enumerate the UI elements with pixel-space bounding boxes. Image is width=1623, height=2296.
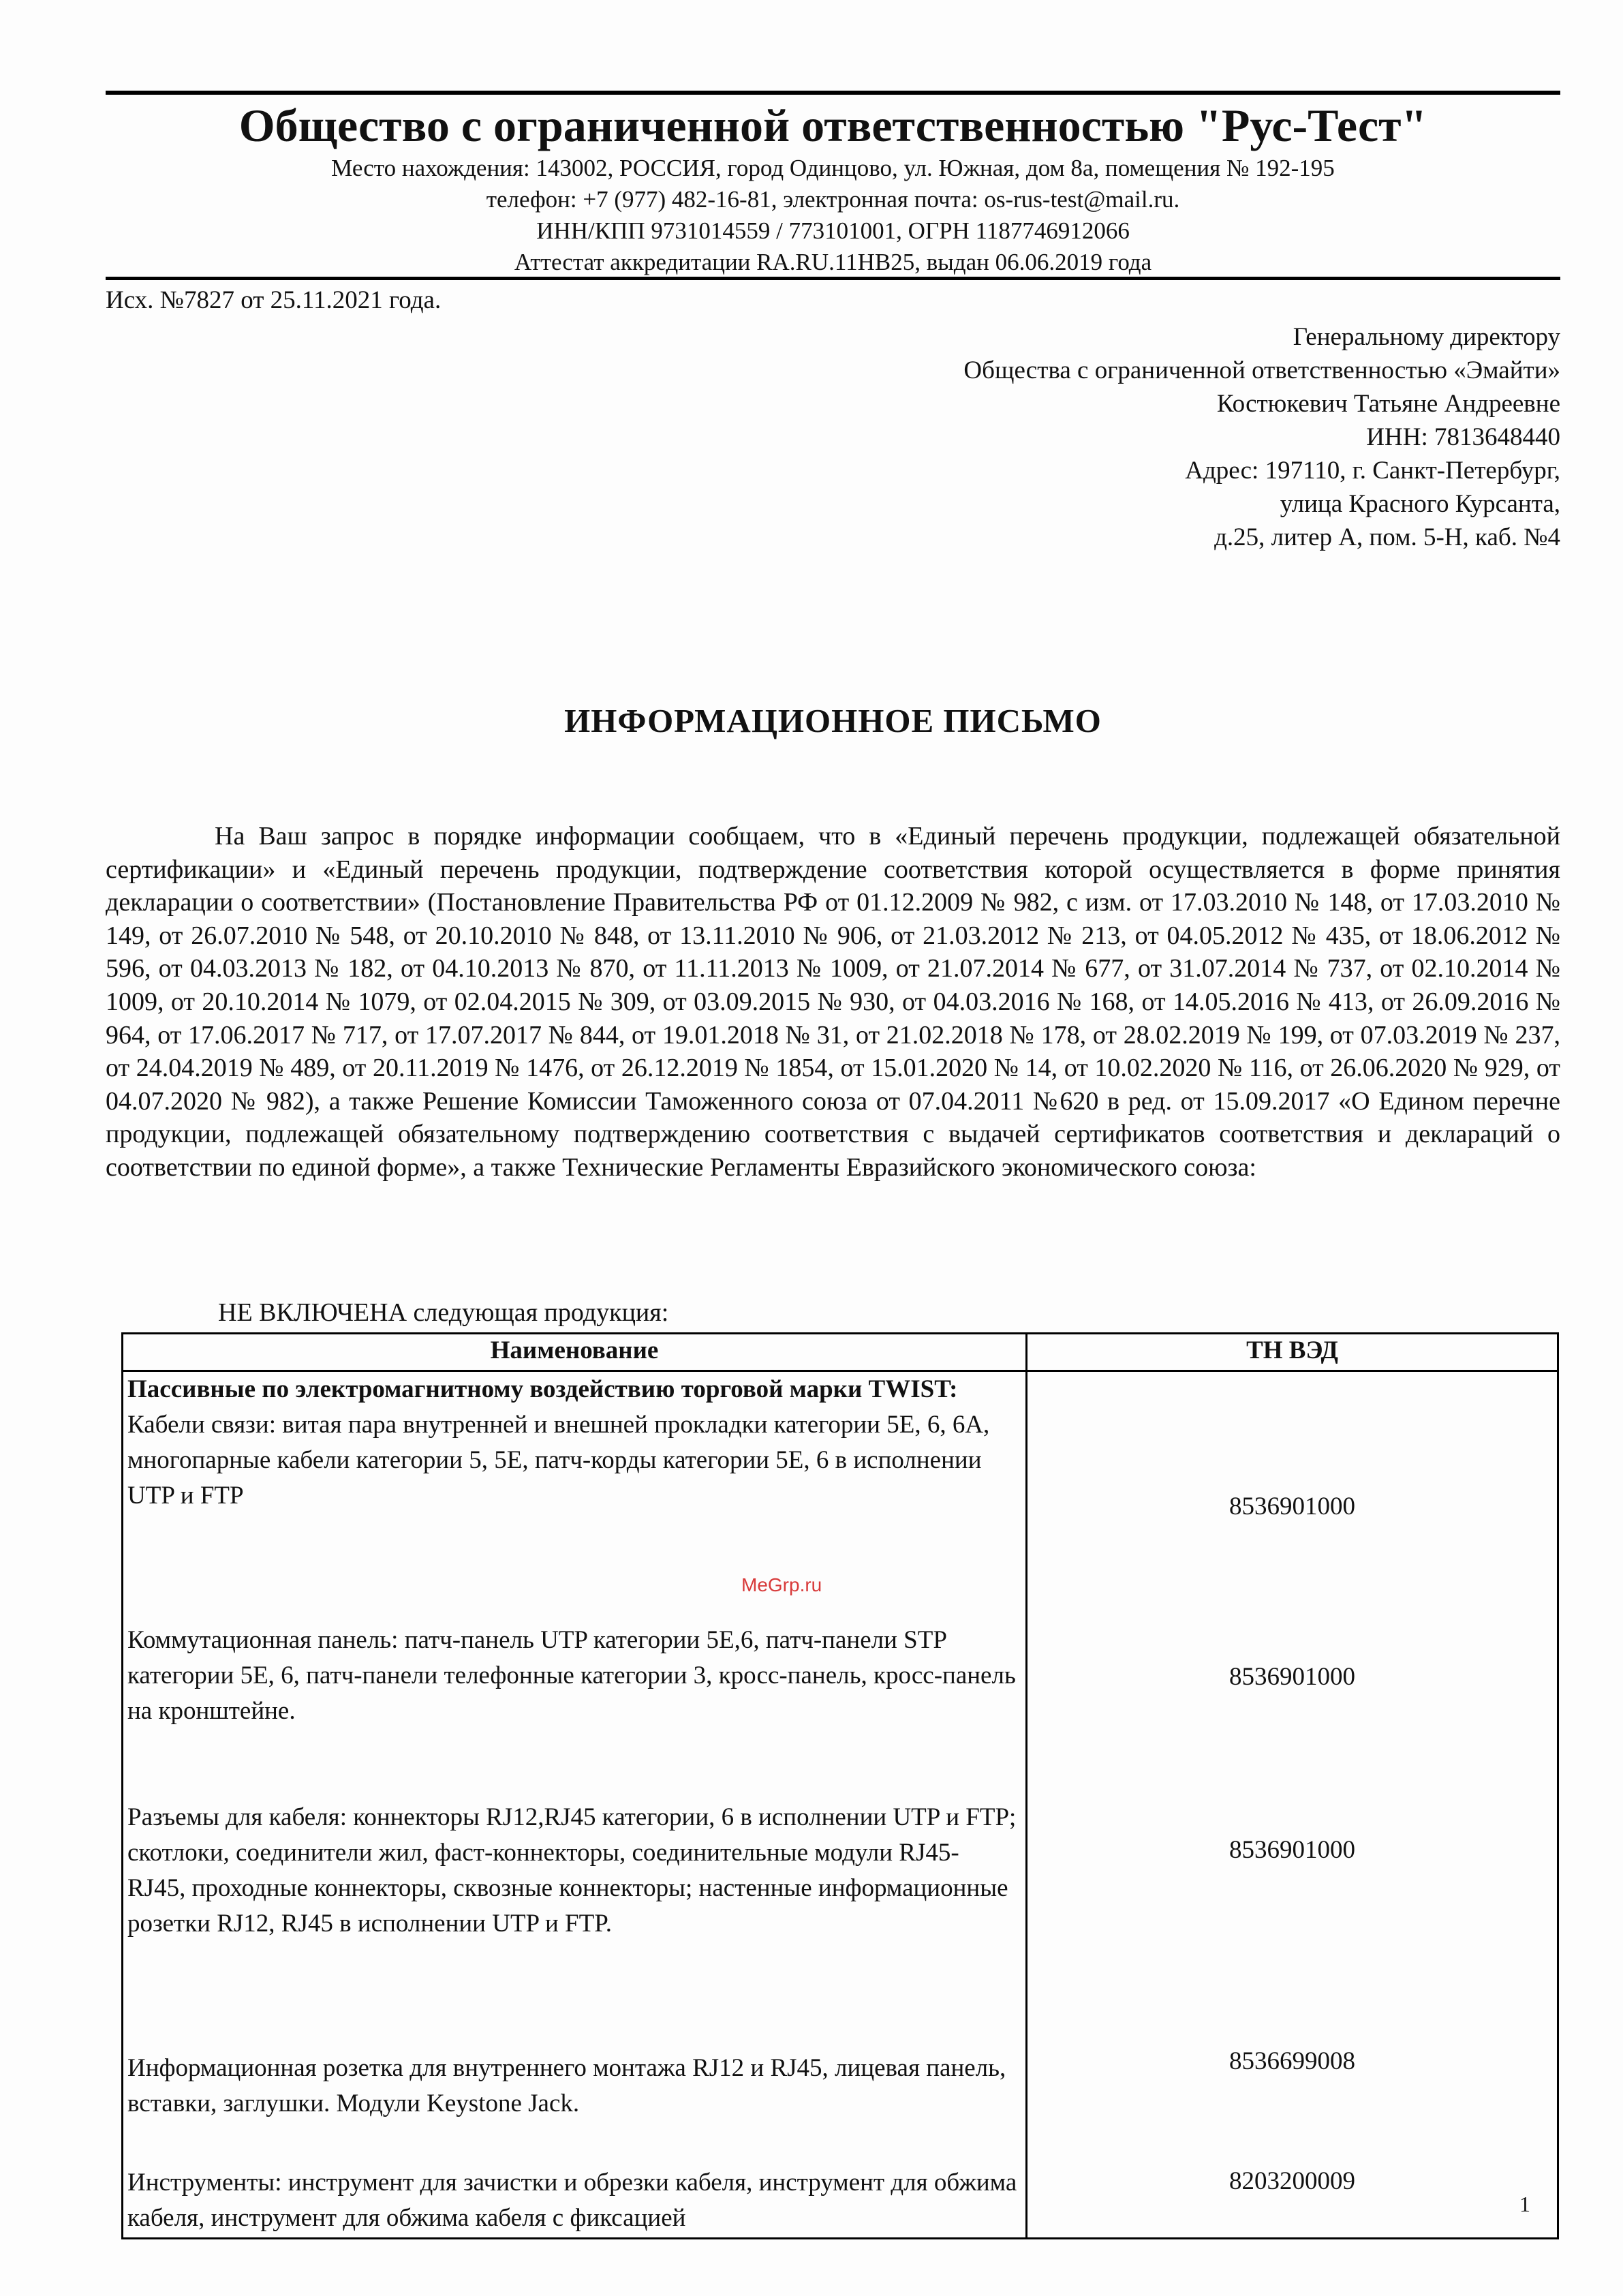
letter-title: ИНФОРМАЦИОННОЕ ПИСЬМО bbox=[564, 702, 1102, 739]
organization-registration: ИНН/КПП 9731014559 / 773101001, ОГРН 1187746912066 bbox=[536, 217, 1130, 244]
list-item bbox=[127, 2051, 1021, 2165]
list-item bbox=[127, 1623, 1021, 1800]
header-top-rule bbox=[106, 91, 1560, 95]
list-item bbox=[127, 1407, 1021, 1623]
list-item bbox=[127, 1800, 1021, 2051]
recipient-address-line-2: улица Красного Курсанта, bbox=[1280, 490, 1560, 518]
page-number: 1 bbox=[1519, 2192, 1530, 2216]
table-row bbox=[123, 1371, 1558, 2239]
watermark-text: MeGrp.ru bbox=[741, 1574, 822, 1595]
recipient-organization: Общества с ограниченной ответственностью «Эмайти» bbox=[963, 356, 1560, 384]
tnved-code: 8536901000 bbox=[1229, 1493, 1355, 1520]
product-codes-cell bbox=[1027, 1371, 1558, 2239]
product-description: Информационная розетка для внутреннего монтажа RJ12 и RJ45, лицевая панель, вставки, заглушки. Модули Keystone Jack. bbox=[127, 2054, 1006, 2117]
organization-contacts: телефон: +7 (977) 482-16-81, электронная почта: os-rus-test@mail.ru. bbox=[486, 186, 1180, 213]
organization-accreditation: Аттестат аккредитации RA.RU.11HB25, выдан 06.06.2019 года bbox=[514, 249, 1152, 275]
tnved-code: 8536699008 bbox=[1229, 2047, 1355, 2075]
product-description: Разъемы для кабеля: коннекторы RJ12,RJ45 категории, 6 в исполнении UTP и FTP; скотлоки, соединители жил, фаст-коннекторы, соединительные модули RJ45- RJ45, проходные коннекторы, сквозные коннекторы; настенные информационные розетки RJ12, RJ45 в исполнении UTP и FTP. bbox=[127, 1803, 1017, 1938]
organization-name: Общество с ограниченной ответственностью "Рус-Тест" bbox=[238, 100, 1427, 151]
product-description: Инструменты: инструмент для зачистки и обрезки кабеля, инструмент для обжима кабеля, инструмент для обжима кабеля с фиксацией bbox=[127, 2169, 1017, 2232]
products-table bbox=[121, 1332, 1559, 2239]
recipient-address-line-1: Адрес: 197110, г. Санкт-Петербург, bbox=[1185, 457, 1560, 485]
recipient-person: Костюкевич Татьяне Андреевне bbox=[1216, 390, 1560, 418]
tnved-code: 8203200009 bbox=[1229, 2167, 1355, 2195]
tnved-code: 8536901000 bbox=[1229, 1836, 1355, 1864]
recipient-inn: ИНН: 7813648440 bbox=[1366, 423, 1560, 451]
recipient-position: Генеральному директору bbox=[1293, 323, 1560, 351]
table-header-row bbox=[123, 1334, 1558, 1371]
column-header-name: Наименование bbox=[123, 1334, 1027, 1371]
organization-address: Место нахождения: 143002, РОССИЯ, город Одинцово, ул. Южная, дом 8а, помещения № 192-195 bbox=[331, 155, 1335, 181]
tnved-code: 8536901000 bbox=[1229, 1663, 1355, 1691]
recipient-address-line-3: д.25, литер А, пом. 5-Н, каб. №4 bbox=[1214, 523, 1560, 551]
not-included-label: НЕ ВКЛЮЧЕНА следующая продукция: bbox=[218, 1298, 669, 1327]
outgoing-reference: Исх. №7827 от 25.11.2021 года. bbox=[106, 286, 442, 314]
product-description: Коммутационная панель: патч-панель UTP категории 5Е,6, патч-панели STP категории 5Е, 6, патч-панели телефонные категории 3, кросс-панель, кросс-панель на кронштейне. bbox=[127, 1626, 1016, 1725]
recipient-block bbox=[963, 320, 1560, 554]
letter-body-paragraph: На Ваш запрос в порядке информации сообщаем, что в «Единый перечень продукции, подлежащей обязательной сертификации» и «Единый перечень продукции, подтверждение соответствия которой осуществляется в форме принятия декларации о соответствии» (Постановление Правительства РФ от 01.12.2009 № 982, с изм. от 17.03.2010 № 148, от 17.03.2010 № 149, от 26.07.2010 № 548, от 20.10.2010 № 848, от 13.11.2010 № 906, от 21.03.2012 № 213, от 04.05.2012 № 435, от 18.06.2012 № 596, от 04.03.2013 № 182, от 04.10.2013 № 870, от 11.11.2013 № 1009, от 21.07.2014 № 677, от 31.07.2014 № 737, от 02.10.2014 № 1009, от 20.10.2014 № 1079, от 02.04.2015 № 309, от 03.09.2015 № 930, от 04.03.2016 № 168, от 14.05.2016 № 413, от 26.09.2016 № 964, от 17.06.2017 № 717, от 17.07.2017 № 844, от 19.01.2018 № 31, от 21.02.2018 № 178, от 28.02.2019 № 199, от 07.03.2019 № 237, от 24.04.2019 № 489, от 20.11.2019 № 1476, от 26.12.2019 № 1854, от 15.01.2020 № 14, от 10.02.2020 № 116, от 26.06.2020 № 929, от 04.07.2020 № 982), а также Решение Комиссии Таможенного союза от 07.04.2011 №620 в ред. от 15.09.2017 «О Едином перечне продукции, подлежащей обязательному подтверждению соответствия с выдачей сертификатов соответствия и деклараций о соответствии по единой форме», а также Технические Регламенты Евразийского экономического союза: bbox=[106, 822, 1560, 1182]
product-description: Кабели связи: витая пара внутренней и внешней прокладки категории 5Е, 6, 6А, многопарные кабели категории 5, 5Е, патч-корды категории 5Е, 6 в исполнении UTP и FTP bbox=[127, 1411, 990, 1510]
product-names-cell bbox=[123, 1371, 1027, 2239]
header-bottom-rule bbox=[106, 277, 1560, 280]
product-group-title: Пассивные по электромагнитному воздействию торговой марки TWIST: bbox=[127, 1375, 958, 1403]
list-item bbox=[127, 2165, 1021, 2237]
column-header-code: ТН ВЭД bbox=[1027, 1334, 1558, 1371]
